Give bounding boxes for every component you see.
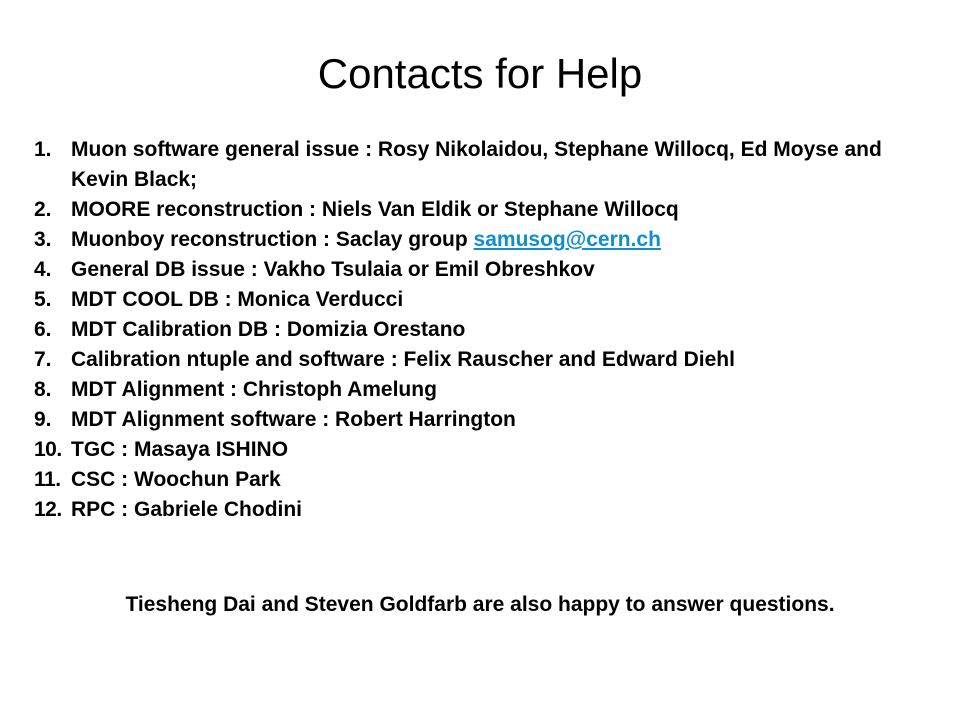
list-item [34,315,934,345]
list-item [34,195,934,225]
footer-note: Tiesheng Dai and Steven Goldfarb are also happy to answer questions. [125,593,835,616]
item-number: 9. [34,408,52,431]
list-item [34,135,934,195]
item-text: MDT Alignment software : Robert Harrington [71,408,516,431]
list-item [34,465,934,495]
list-item [34,375,934,405]
item-text: TGC : Masaya ISHINO [71,438,289,461]
item-number: 3. [34,228,52,251]
item-number: 11. [34,468,61,491]
item-text: MDT COOL DB : Monica Verducci [71,288,404,311]
list-item [34,285,934,315]
item-number: 6. [34,318,52,341]
list-item [34,435,934,465]
item-number: 1. [34,138,52,161]
item-number: 10. [34,438,62,461]
item-text: Muonboy reconstruction : Saclay group [71,228,474,251]
item-number: 8. [34,378,52,401]
list-item [34,345,934,375]
slide-title: Contacts for Help [317,50,643,97]
item-number: 7. [34,348,52,371]
item-number: 2. [34,198,52,221]
list-item [34,495,934,525]
contact-list [34,135,934,525]
item-text: MOORE reconstruction : Niels Van Eldik or Stephane Willocq [71,198,679,221]
list-item [34,225,934,255]
item-number: 4. [34,258,52,281]
item-text: MDT Alignment : Christoph Amelung [71,378,437,401]
item-number: 12. [34,498,62,521]
email-link[interactable]: samusog@cern.ch [473,228,661,251]
list-item [34,405,934,435]
item-text: Muon software general issue : Rosy Nikolaidou, Stephane Willocq, Ed Moyse and Kevin Black; [71,138,882,191]
item-text: Calibration ntuple and software : Felix Rauscher and Edward Diehl [71,348,735,371]
item-text: MDT Calibration DB : Domizia Orestano [71,318,466,341]
item-text: General DB issue : Vakho Tsulaia or Emil Obreshkov [71,258,595,281]
item-number: 5. [34,288,52,311]
item-text: RPC : Gabriele Chodini [71,498,303,521]
list-item [34,255,934,285]
item-text: CSC : Woochun Park [71,468,281,491]
